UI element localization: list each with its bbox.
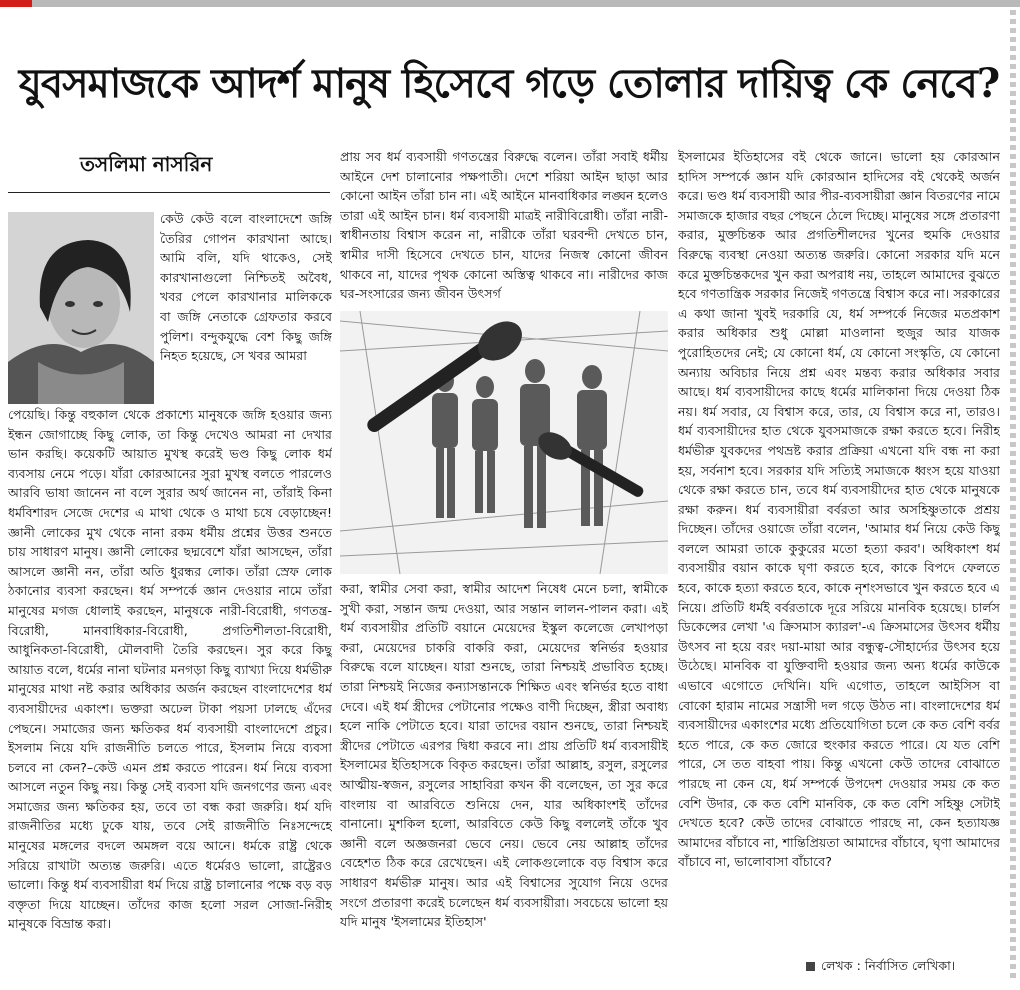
credit-text: লেখক : নির্বাসিত লেখিকা। — [821, 958, 956, 973]
paragraph: কেউ কেউ বলে বাংলাদেশে জঙ্গি তৈরির গোপন কারখানা আছে। আমি বলি, যদি থাকেও, সেই কারখানাগুলো নিশ্চিতই অবৈধ, খবর পেলে কারখানার মালিককে বা জঙ্গি নেতাকে গ্রেফতার করবে পুলিশ। বন্দুকযুদ্ধে বেশ কিছু জঙ্গি নিহত হয়েছে, সে খবর আমরা — [160, 211, 332, 364]
paragraph: করা, স্বামীর সেবা করা, স্বামীর আদেশ নিষেধ মেনে চলা, স্বামীকে সুখী করা, সন্তান জন্ম দেওয়া, আর সন্তান লালন-পালন করা। এই ধর্ম ব্যবসায়ীর প্রতিটি বয়ানে মেয়েদের ইস্কুল কলেজে লেখাপড়া করা, মেয়েদের চাকরি বাকরি করা, মেয়েদের স্বনির্ভর হওয়ার বিরুদ্ধে বলে যাচ্ছেন। যারা শুনছে, তারা নিশ্চয়ই প্রভাবিত হচ্ছে। তারা নিশ্চয়ই নিজের কন্যাসন্তানকে শিক্ষিত এবং স্বনির্ভর হতে বাধা দেবে। এই ধর্ম স্ত্রীদের পেটানোর পক্ষেও বাণী দিচ্ছেন, স্ত্রীরা অবাধ্য হলে নাকি পেটাতে হবে। যারা তাদের বয়ান শুনছে, তারা নিশ্চয়ই স্ত্রীদের পেটাতে এরপর দ্বিধা করবে না। প্রায় প্রতিটি ধর্ম ব্যবসায়ীই ইসলামের ইতিহাসকে বিকৃত করছেন। তাঁরা আল্লাহ, রসুল, রসুলের আত্মীয়-স্বজন, রসুলের সাহাবিরা কখন কী বলেছেন, তা সুর করে বাংলায় বা আরবিতে শুনিয়ে দেন, যার অধিকাংশই তাঁদের বানানো। মুশকিল হলো, আরবিতে কেউ কিছু বললেই তাঁকে খুব জ্ঞানী বলে অজ্ঞজনরা ভেবে নেয়। ভেবে নেয় আল্লাহ তাঁদের বেহেশত ঠিক করে রেখেছেন। এই লোকগুলোকে বড় বিশ্বাস করে সাধারণ ধর্মভীরু মানুষ। আর এই বিশ্বাসের সুযোগ নিয়ে ওদের সংগে প্রতারণা করেই চলেছেন ধর্ম ব্যবসায়ীরা। সবচেয়ে ভালো হয় যদি মানুষ 'ইসলামের ইতিহাস' — [340, 581, 668, 930]
column-1-intro — [160, 209, 332, 407]
author-byline: তসলিমা নাসরিন — [80, 152, 213, 176]
top-bar-accent — [0, 0, 32, 7]
column-2-top — [340, 147, 668, 304]
author-credit — [806, 958, 955, 978]
bullet-square-icon — [806, 962, 815, 971]
paragraph: পেয়েছি। কিন্তু বহুকাল থেকে প্রকাশ্যে মানুষকে জঙ্গি হওয়ার জন্য ইন্ধন জোগাচ্ছে কিছু লোক, তা কিন্তু দেখেও আমরা না দেখার ভান করছি। কয়েকটি আয়াত মুখস্থ করেই ভণ্ড কিছু লোক ধর্ম ব্যবসায় নেমে পড়ে। যাঁরা কোরআনের সুরা মুখস্থ বলতে পারলেও আরবি ভাষা জানেন না বলে সুরার অর্থ জানেন না, তাঁরাই কিনা ধর্মবিশারদ সেজে দেশের এ মাথা থেকে ও মাথা চষে বেড়াচ্ছেন! জ্ঞানী লোকের মুখ থেকে নানা রকম ধর্মীয় প্রশ্নের উত্তর শুনতে চায় সাধারণ মানুষ। জ্ঞানী লোকের ছদ্মবেশে যাঁরা আসছেন, তাঁরা আসলে জ্ঞানী নন, তাঁরা অতি ধুরন্ধর লোক। তাঁরা স্রেফ লোক ঠকানোর ব্যবসা করছেন। ধর্ম সম্পর্কে জ্ঞান দেওয়ার নামে তাঁরা মানুষের মগজ ধোলাই করছেন, মানুষকে নারী-বিরোধী, গণতন্ত্র-বিরোধী, মানবাধিকার-বিরোধী, প্রগতিশীলতা-বিরোধী, আধুনিকতা-বিরোধী, মৌলবাদী তৈরি করছেন। সুর করে কিছু আয়াত বলে, ধর্মের নানা ঘটনার মনগড়া কিছু ব্যাখ্যা দিয়ে ধর্মভীরু মানুষের মাথা নষ্ট করার অধিকার অর্জন করছেন বাংলাদেশের ধর্ম ব্যবসায়ীদের একাংশ। ভক্তরা অঢেল টাকা পয়সা ঢালছে এঁদের পেছনে। সমাজের জন্য ক্ষতিকর ধর্ম ব্যবসায়ী বাংলাদেশে প্রচুর। ইসলাম নিয়ে যদি রাজনীতি চলতে পারে, ইসলাম নিয়ে ব্যবসা চলবে না কেন?–কেউ এমন প্রশ্ন করতে পারেন। ধর্ম নিয়ে ব্যবসা আসলে নতুন কিছু নয়। কিন্তু সেই ব্যবসা যদি জনগণের জন্য এবং সমাজের জন্য ক্ষতিকর হয়, তবে তা বন্ধ করা জরুরি। ধর্ম যদি রাজনীতির মধ্যে ঢুকে যায়, তবে সেই রাজনীতি নিঃসন্দেহে মানুষের মঙ্গলের বদলে অমঙ্গল বয়ে আনে। ধর্মকে রাষ্ট্র থেকে সরিয়ে রাখাটা অত্যন্ত জরুরি। এতে ধর্মেরও ভালো, রাষ্ট্রেরও ভালো। কিন্তু ধর্ম ব্যবসায়ীরা ধর্ম দিয়ে রাষ্ট্র চালানোর পক্ষে বড় বড় বক্তৃতা দিয়ে যাচ্ছেন। তাঁদের কাজ হলো সরল সোজা-নিরীহ মানুষকে বিভ্রান্ত করা। — [8, 407, 332, 932]
headline: যুবসমাজকে আদর্শ মানুষ হিসেবে গড়ে তোলার দায়িত্ব কে নেবে? — [18, 60, 1000, 107]
top-bar — [0, 0, 1020, 7]
page-edge-pattern — [1010, 10, 1016, 980]
column-3-body — [678, 147, 1000, 947]
column-2-body — [340, 579, 668, 981]
paragraph: ইসলামের ইতিহাসের বই থেকে জানে। ভালো হয় কোরআন হাদিস সম্পর্কে জ্ঞান যদি কোরআন হাদিসের বই থেকেই অর্জন করে। ভণ্ড ধর্ম ব্যবসায়ী আর পীর-ব্যবসায়ীরা জ্ঞান বিতরণের নামে সমাজকে হাজার বছর পেছনে ঠেলে দিচ্ছে। মানুষের সঙ্গে প্রতারণা করার, মুক্তচিন্তক আর প্রগতিশীলদের খুনের হুমকি দেওয়ার বিরুদ্ধে ব্যবস্থা নেওয়া অত্যন্ত জরুরি। কোনো সরকার যদি মনে করে মুক্তচিন্তকদের খুন করা অপরাধ নয়, তাহলে আমাদের বুঝতে হবে গণতান্ত্রিক সরকার নিজেই গণতন্ত্রে বিশ্বাস করে না। সরকারের এ কথা জানা খুবই দরকারি যে, ধর্ম সম্পর্কে নিজের মতপ্রকাশ করার অধিকার শুধু মোল্লা মাওলানা হুজুর আর যাজক পুরোহিতদের নেই; যে কোনো ধর্ম, যে কোনো সংস্কৃতি, যে কোনো অন্যায় অবিচার নিয়ে প্রশ্ন এবং মন্তব্য করার অধিকার সবার আছে। ধর্ম ব্যবসায়ীদের কাছে ধর্মের মালিকানা দিয়ে দেওয়া ঠিক নয়। ধর্ম সবার, যে বিশ্বাস করে, তার, যে বিশ্বাস করে না, তারও। ধর্ম ব্যবসায়ীদের হাত থেকে যুবসমাজকে রক্ষা করতে হবে। নিরীহ ধর্মভীরু যুবকদের পথভ্রষ্ট করার প্রক্রিয়া এখনো যদি বন্ধ না করা হয়, সর্বনাশ হবে। সরকার যদি সত্যিই সমাজকে ধ্বংস হয়ে যাওয়া থেকে রক্ষা করতে চান, তবে ধর্ম ব্যবসায়ীদের হাত থেকে মানুষকে রক্ষা করুন। ধর্ম ব্যবসায়ীরা বর্বরতা আর অসহিষ্ণুতাকে প্রশ্রয় দিচ্ছেন। তাঁদের ওয়াজে তাঁরা বলেন, 'আমার ধর্ম নিয়ে কেউ কিছু বললে আমরা তাকে কুকুরের মতো হত্যা করব'। অধিকাংশ ধর্ম ব্যবসায়ীর বয়ান কাকে ঘৃণা করতে হবে, কাকে বিপদে ফেলতে হবে, কাকে হত্যা করতে হবে, কাকে নৃশংসভাবে খুন করতে হবে এ নিয়ে। প্রতিটি ধর্মই বর্বরতাকে দূরে সরিয়ে মানবিক হয়েছে। চার্লস ডিকেন্সের লেখা 'এ ক্রিসমাস ক্যারল'-এ ক্রিসমাসের উৎসব ধর্মীয় উৎসব না হয়ে বরং দয়া-মায়া আর বন্ধুত্ব-সৌহার্দ্যের উৎসব হয়ে উঠেছে। মানবিক বা যুক্তিবাদী হওয়ার জন্য অন্য ধর্মের কাউকে এভাবে এগোতে দেখিনি। যদি এগোত, তাহলে আইসিস বা বোকো হারাম নামের সন্ত্রাসী দল গড়ে উঠত না। বাংলাদেশের ধর্ম ব্যবসায়ীদের একাংশের মধ্যে প্রতিযোগিতা চলে কে কত বেশি বর্বর হতে পারে, কে কত জোরে হুংকার করতে পারে। যে যত বেশি পারে, সে তত বাহবা পায়। কিন্তু এখনো কেউ তাদের বোঝাতে পারছে না কেন যে, ধর্ম সম্পর্কে উপদেশ দেওয়ার সময় কে কত বেশি উদার, কে কত বেশি মানবিক, কে কত বেশি সহিষ্ণু সেটাই দেখতে হবে? কেউ তাদের বোঝাতে পারছে না, কেন হত্যাযজ্ঞ আমাদের বাঁচাবে না, শান্তিপ্রিয়তা আমাদের বাঁচাবে, ঘৃণা আমাদের বাঁচাবে না, ভালোবাসা বাঁচাবে? — [678, 149, 1000, 870]
illustration-youth-microphones — [340, 311, 668, 574]
paragraph: প্রায় সব ধর্ম ব্যবসায়ী গণতন্ত্রের বিরুদ্ধে বলেন। তাঁরা সবাই ধর্মীয় আইনে দেশ চালানোর পক্ষপাতী। দেশে শরিয়া আইন ছাড়া আর কোনো আইন তাঁরা চান না। এই আইনে মানবাধিকার লঙ্ঘন হলেও তারা এই আইন চান। ধর্ম ব্যবসায়ী মাত্রই নারীবিরোধী। তাঁরা নারী-স্বাধীনতায় বিশ্বাস করেন না, নারীকে তাঁরা ঘরবন্দী দেখতে চান, স্বামীর দাসী হিসেবে দেখতে চান, যাদের নিজস্ব কোনো জীবন থাকবে না, যাদের পৃথক কোনো অস্তিত্ব থাকবে না। নারীদের কাজ ঘর-সংসারের জন্য জীবন উৎসর্গ — [340, 149, 668, 302]
author-photo — [8, 212, 154, 404]
column-1-body — [8, 405, 332, 981]
byline-divider — [8, 192, 330, 193]
